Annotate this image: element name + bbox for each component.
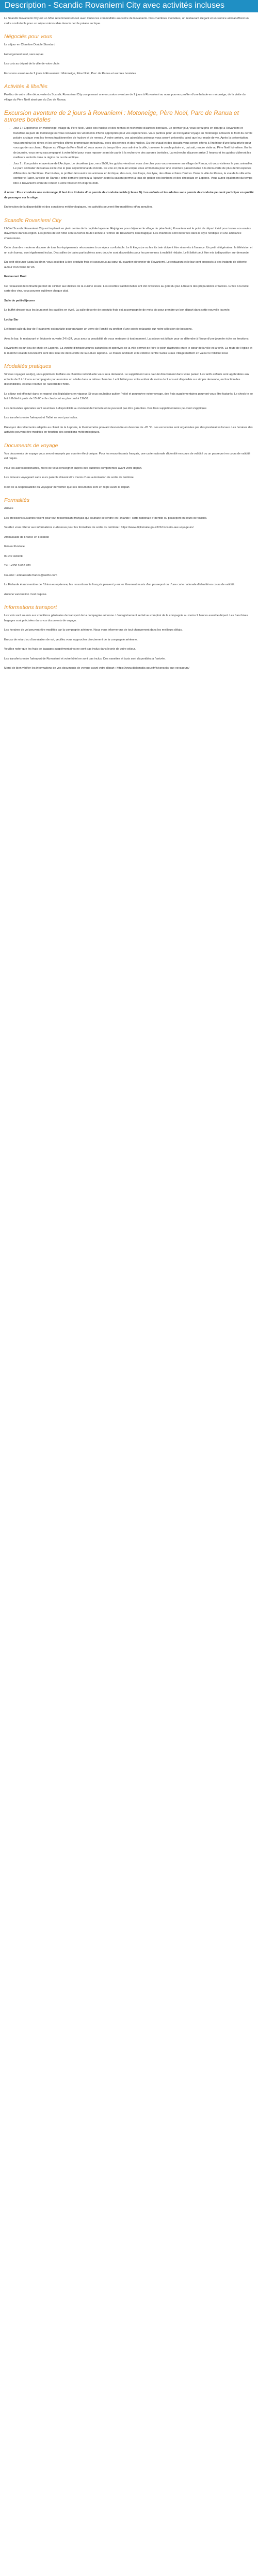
documents-text: Vos documents de voyage vous seront envoyés par courrier électronique. Pour les ressortissants français, une carte nationale d'identité en cours de validité ou un passeport en cours de validité est requis. — [4, 452, 251, 460]
formalites-line: Ambassade de France en Finlande — [4, 535, 50, 539]
documents-text: Pour les autres nationalités, merci de vous renseigner auprès des autorités compétentes avant votre départ. — [4, 466, 142, 470]
important-text: Merci de bien vérifier les informations de vos documents de voyage avant votre départ : https://www.diplomatie.gouv.fr/fr/conseils-aux-voyageurs/ — [4, 667, 189, 670]
modalites-text: Les demandes spéciales sont soumises à disponibilité au moment de l'arrivée et ne peuvent pas être garanties. Des frais supplémentaires peuvent s'appliquer. — [4, 406, 207, 410]
activites-text: Profitez de votre offre découverte du Scandic Rovaniemi City comprenant une excursion aventure de 2 jours à Rovaniemi au nous pourrez profiter d'une balade en motoneige, de la visite du village du Père Noël ainsi que du Zoo de Ranua. — [4, 93, 246, 101]
documents-text: Les mineurs voyageant sans leurs parents doivent être munis d'une autorisation de sortie de territoire. — [4, 476, 135, 479]
scandic-text: Du petit-déjeuner jusqu'au dîner, vous accédez à des produits frais et savoureux au cœur du quartier piétonnier de Rovaniemi. Le restaurant et le bar sont proposés à des instants de détente autour d'un verre de vin. — [4, 261, 247, 269]
modalites-text: Le séjour est effectué dans le respect des législations en vigueur. Si vous souhaitez quitter l'hôtel et poursuivre votre voyage, des frais supplémentaires pourront vous être facturés. Le check-in se fait à l'hôtel à partir de 15h00 et le check-out au plus tard à 12h00. — [4, 392, 253, 400]
page-title: Description - Scandic Rovaniemi City avec activités incluses — [5, 1, 224, 10]
scandic-text: L'hôtel Scandic Rovaniemi City est implanté en plein centre de la capitale laponne. Rejoignez pour déjeuner le village du père Noël, Rovaniemi est le point de départ idéal pour toutes vos envies d'aventure dans la région. Les portes de cet hôtel sont ouvertes toute l'année à l'entrée de Rovaniemi, lieu magique. Les chambres sont décorées dans le style nordique et une ambiance chaleureuse. — [4, 227, 251, 240]
documents-text: Il est de la responsabilité du voyageur de vérifier que ses documents sont en règle avant le départ. — [4, 485, 131, 489]
important-text: Les horaires de vol peuvent être modifiés par la compagnie aérienne. Nous vous informerons de tout changement dans les meilleurs délais. — [4, 629, 183, 632]
scandic-heading: Scandic Rovaniemi City — [4, 217, 61, 224]
negocie-heading: Négociés pour vous — [4, 33, 52, 40]
formalites-line: Itainen Puistotie — [4, 545, 25, 548]
excursion-note: À noter : Pour conduire une motoneige, il faut être titulaire d'un permis de conduire valide (classe B). Les enfants et les adultes sans permis de conduire peuvent participer en qualité de passager sur le siège. — [4, 191, 254, 199]
lobby-text: L'élégant salle du bar de Rovaniemi est parfaite pour partager un verre de l'amitié ou profiter d'une soirée relaxante sur notre sélection de boissons. — [4, 328, 193, 331]
negocie-line: Les cots au départ de la ville de votre choix — [4, 62, 60, 65]
important-text: Veuillez noter que les frais de bagages supplémentaires ne sont pas inclus dans le prix de votre séjour. — [4, 648, 136, 651]
intro-text: Le Scandic Rovaniemi City est un hôtel récemment rénové avec toutes les commodités au centre de Rovaniemi. Des chambres modulées, un restaurant élégant et un service amical offrent un cadre confortable pour un séjour mémorable dans le cercle polaire arctique. — [4, 17, 249, 25]
formalites-line: Arrivée — [4, 507, 13, 510]
formalites-heading: Formalités — [4, 497, 30, 503]
important-text: Les transferts entre l'aéroport de Rovaniemi et votre hôtel ne sont pas inclus. Des navettes et taxis sont disponibles à l'arrivée. — [4, 657, 166, 660]
formalites-line: La Finlande étant membre de l'Union européenne, les ressortissants français peuvent y entrer librement munis d'un passeport ou d'une carte nationale d'identité en cours de validité. — [4, 583, 235, 586]
negocie-line: Le séjour en Chambre Double Standard — [4, 43, 55, 46]
activites-heading: Activités & libellés — [4, 83, 48, 90]
formalites-line: Aucune vaccination n'est requise. — [4, 592, 47, 596]
formalites-line: 00140 Helsinki — [4, 554, 23, 558]
formalites-line: Veuillez vous référer aux informations ci-dessous pour les formalités de sortie du territoire : https://www.diplomatie.gouv.fr/fr/conseils-aux-voyageurs/ — [4, 526, 194, 529]
formalites-line: Les précisions suivantes valent pour tout ressortissant français qui souhaite se rendre en Finlande : carte nationale d'identité ou passeport en cours de validité. — [4, 516, 207, 520]
negocie-line: Excursion aventure de 2 jours à Rovaniemi : Motoneige, Père Noël, Parc de Ranua et aurores boréales — [4, 72, 136, 75]
modalites-text: Si vous voyagez seul(e), un supplément tarifaire en chambre individuelle vous sera demandé. Le supplément sera calculé directement dans votre panier. Les tarifs enfants sont applicables aux enfants de 2 à 12 ans accompagnés par au moins un adulte dans la même chambre. Le lit bébé pour votre enfant de moins de 2 ans est disponible sur simple demande, en fonction des disponibilités, et sous réserve de l'accord de l'hôtel. — [4, 373, 249, 386]
salle-text: Le buffet dressé tous les jours met les papilles en éveil. La salle décorée de produits frais est accompagnée de mets bio pour prendre un bon départ dans cette nouvelle journée. — [4, 309, 231, 312]
important-heading: Informations transport — [4, 604, 57, 611]
modalites-text: Les transferts entre l'aéroport et l'hôtel ne sont pas inclus. — [4, 416, 78, 419]
lobby-text: Avec le bar, le restaurant et l'épicerie ouverte 24 h/24, vous avez la possibilité de vous restaurer à tout moment. La saison est idéale pour se détendre à l'issue d'une journée riche en émotions. — [4, 337, 250, 341]
modalites-text: Prévoyez des vêtements adaptés au climat de la Laponie, le thermomètre pouvant descendre en dessous de -20 °C. Les excursions sont organisées par des prestataires locaux. Les horaires des activités peuvent être modifiés en fonction des conditions météorologiques. — [4, 426, 253, 434]
title-bar — [0, 0, 258, 12]
excursion-list — [13, 126, 254, 186]
page — [0, 0, 258, 684]
scandic-text: Cette chambre moderne dispose de tous les équipements nécessaires à un séjour confortable. Le lit king-size ou les lits twin doivent être réservés à l'avance. Un petit réfrigérateur, la télévision et un coin bureau sont également inclus. Des salles de bains particulières avec douche sont disponibles pour les personnes à mobilité réduite. Le lit bébé peut être mis à disposition sur demande. — [4, 246, 253, 255]
important-text: En cas de retard ou d'annulation de vol, veuillez vous rapprocher directement de la compagnie aérienne. — [4, 638, 138, 641]
important-text: Les vols sont soumis aux conditions générales de transport de la compagnie aérienne. L'enregistrement se fait au comptoir de la compagnie au moins 2 heures avant le départ. Les franchises bagages sont précisées dans vos documents de voyage. — [4, 614, 248, 622]
restaurant-title: Restaurant Boel — [4, 275, 26, 278]
negocie-line: Hébergement seul, sans repas — [4, 53, 44, 56]
lobby-title: Lobby Bar — [4, 318, 19, 321]
modalites-heading: Modalités pratiques — [4, 363, 52, 369]
restaurant-text: Ce restaurant décontracté permet de s'initier aux délices de la cuisine locale. Les recettes traditionnelles ont été revisitées au goût du jour à travers des préparations créatives. Grâce à la belle carte des vins, vous pourrez sublimer chaque plat. — [4, 284, 249, 293]
list-item: • Jour 2 : Zoo polaire et aventure de l'Arctique. Le deuxième jour, vers 9h30, les guides viendront vous chercher pour vous emmener au village de Ranua, où vous visiterez le parc animalier. Le parc animalier de Ranua est le zoo le plus septentrional du monde. Ce zoo en plein air unique vous emmènera pour une aventure passionnante à la découverte de plus de 50 espèces différentes de l'Arctique. Parmi elles, le profiler découvrira les animaux en Arctique, des ours, des loups, des lynx, des élans et bien d'autres. Dans la ville de Ranua, la vue de la ville et la confiserie Fazer, la visite de Ranua : cette dernière (pensez à l'ajouter avant la saison) permet à tous de goûter des bonbons et des chocolats en Laponie. Vous aurez également du temps libre à Rovaniemi avant de rentrer à votre hôtel en fin d'après-midi. — [13, 162, 254, 187]
documents-heading: Documents de voyage — [4, 442, 58, 449]
excursion-heading: Excursion aventure de 2 jours à Rovaniemi : Motoneige, Père Noël, Parc de Ranua et aurores boréales — [4, 109, 239, 123]
list-item: • Jour 1 : Expérience en motoneige, village du Père Noël, visite des huskys et des rennes et recherche d'aurores boréales. Le premier jour, vous serez pris en charge à Rovaniemi et transféré au parc de motoneige où vous recevrez les vêtements d'hiver appropriés pour vos expériences. Vous partirez pour un incroyable voyage en motoneige à travers la forêt du cercle polaire arctique vers les fermes traditionnelles de huskys et de rennes. À votre arrivée, vos adorables animaux vous seront présentés, ainsi que leur mode de vie. Après la présentation, vous prendrez les rênes et les semelles d'hiver promenade en traîneau avec des rennes et des huskys. Du thé chaud et des biscuits vous seront offerts à l'intérieur d'une kota privée pour vous garder au chaud. Rejoue au Village du Père Noël où vous aurez du temps libre pour admirer la ville, traverser le cercle polaire et, qui sait, rendre visite au Père Noël lui-même. En fin de journée, vous serez raccompagné à votre hôtel pour vous reposer avant de partir à la recherche des aurores boréales. La recherche d'aurore arrive 2 heures et les guides cibleront les meilleurs endroits dans la région du cercle arctique. — [13, 126, 254, 161]
salle-title: Salle de petit-déjeuner — [4, 299, 35, 302]
formalites-line: Courriel : ambassade.france@welho.com — [4, 573, 57, 577]
rovaniemi-text: Rovaniemi est un lieu de choix en Laponie. La variété d'infrastructures culturelles et sportives de la ville permet de faire le plein d'activités entre le cœur de la ville et la forêt. La route de l'église et le marché local de Rovaniemi sont des lieux de découverte de la culture laponne. Le musée Arktikum et le célèbre centre Santa Claus Village mettent en valeur le folklore local. — [4, 347, 252, 355]
formalites-line: Tél : +358 9 618 780 — [4, 564, 31, 567]
excursion-note2: En fonction de la disponibilité et des conditions météorologiques, les activités peuvent être modifiées et/ou annulées. — [4, 206, 153, 209]
